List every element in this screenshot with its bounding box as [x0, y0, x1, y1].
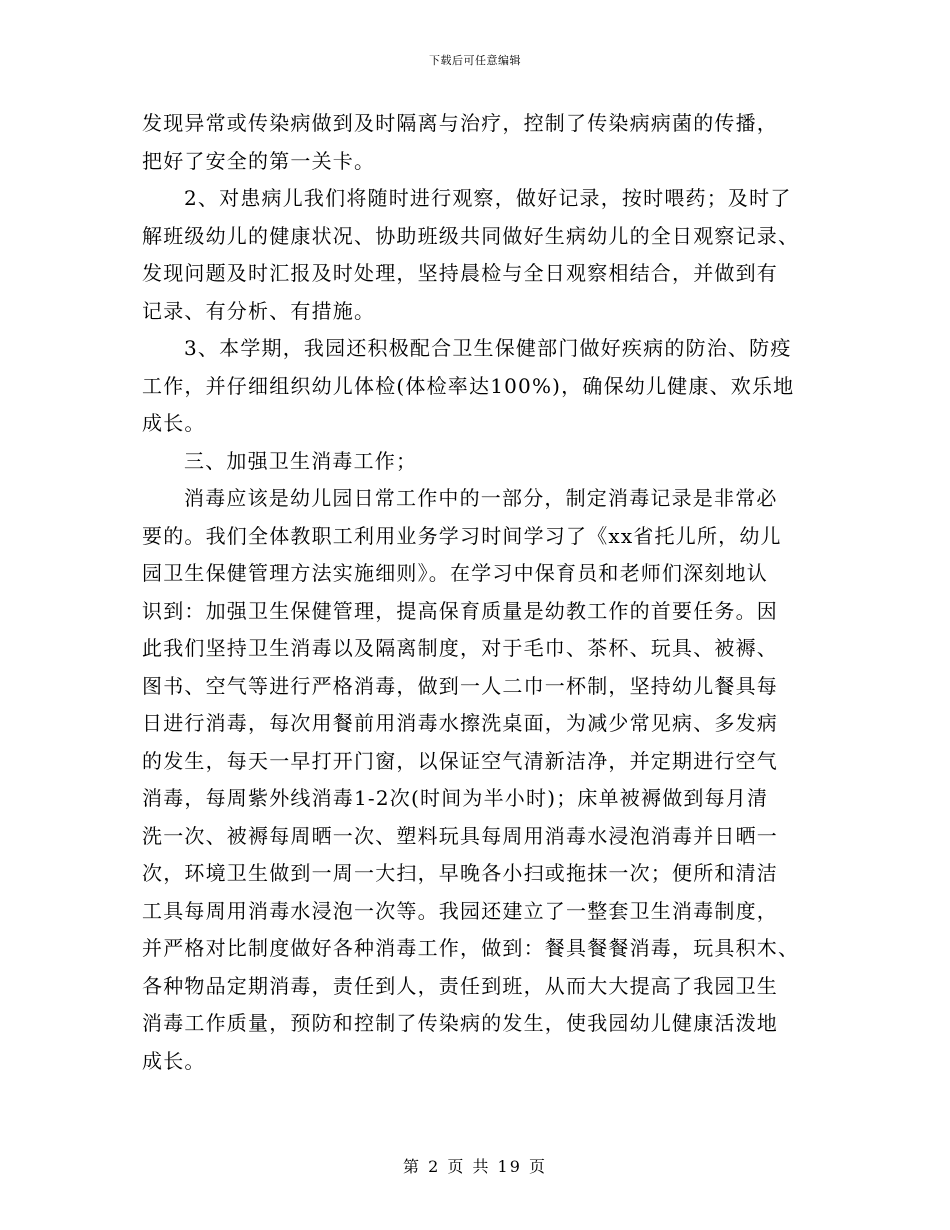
text-line: 工具每周用消毒水浸泡一次等。我园还建立了一整套卫生消毒制度，	[142, 898, 778, 923]
text-line: 消毒应该是幼儿园日常工作中的一部分，制定消毒记录是非常必	[184, 486, 778, 510]
text-line: 工作，并仔细组织幼儿体检(体检率达100%)，确保幼儿健康、欢乐地	[142, 373, 795, 398]
text-line: 洗一次、被褥每周晒一次、塑料玩具每周用消毒水浸泡消毒并日晒一	[142, 823, 778, 848]
text-line: 并严格对比制度做好各种消毒工作，做到：餐具餐餐消毒，玩具积木、	[142, 936, 800, 960]
text-line: 成长。	[142, 411, 206, 435]
text-line: 的发生，每天一早打开门窗，以保证空气清新洁净，并定期进行空气	[142, 748, 778, 773]
text-line: 3、本学期，我园还积极配合卫生保健部门做好疾病的防治、防疫	[184, 336, 792, 360]
text-line: 识到：加强卫生保健管理，提高保育质量是幼教工作的首要任务。因	[142, 598, 778, 623]
page-number: 第 2 页 共 19 页	[403, 1157, 547, 1176]
text-line: 次，环境卫生做到一周一大扫，早晚各小扫或拖抹一次；便所和清洁	[142, 861, 778, 885]
text-line: 图书、空气等进行严格消毒，做到一人二巾一杯制，坚持幼儿餐具每	[142, 673, 778, 698]
text-line: 园卫生保健管理方法实施细则》。在学习中保育员和老师们深刻地认	[142, 561, 768, 585]
section-heading: 三、加强卫生消毒工作；	[184, 448, 418, 473]
text-line: 消毒，每周紫外线消毒1-2次(时间为半小时)；床单被褥做到每月清	[142, 786, 769, 810]
text-line: 各种物品定期消毒，责任到人，责任到班，从而大大提高了我园卫生	[142, 973, 778, 998]
text-line: 消毒工作质量，预防和控制了传染病的发生，使我园幼儿健康活泼地	[142, 1011, 778, 1035]
text-line: 2、对患病儿我们将随时进行观察，做好记录，按时喂药；及时了	[184, 186, 792, 210]
text-line: 日进行消毒，每次用餐前用消毒水擦洗桌面，为减少常见病、多发病	[142, 711, 778, 735]
page-header: 下载后可任意编辑	[429, 54, 521, 67]
text-line: 发现问题及时汇报及时处理，坚持晨检与全日观察相结合，并做到有	[142, 261, 778, 285]
text-line: 要的。我们全体教职工利用业务学习时间学习了《xx省托儿所，幼儿	[142, 523, 782, 548]
text-line: 解班级幼儿的健康状况、协助班级共同做好生病幼儿的全日观察记录、	[142, 223, 800, 248]
text-line: 把好了安全的第一关卡。	[142, 148, 376, 173]
text-line: 记录、有分析、有措施。	[142, 298, 376, 323]
document-body	[142, 105, 812, 1080]
text-line: 成长。	[142, 1048, 206, 1073]
text-line: 发现异常或传染病做到及时隔离与治疗，控制了传染病病菌的传播，	[142, 111, 778, 135]
text-line: 此我们坚持卫生消毒以及隔离制度，对于毛巾、茶杯、玩具、被褥、	[142, 636, 778, 660]
